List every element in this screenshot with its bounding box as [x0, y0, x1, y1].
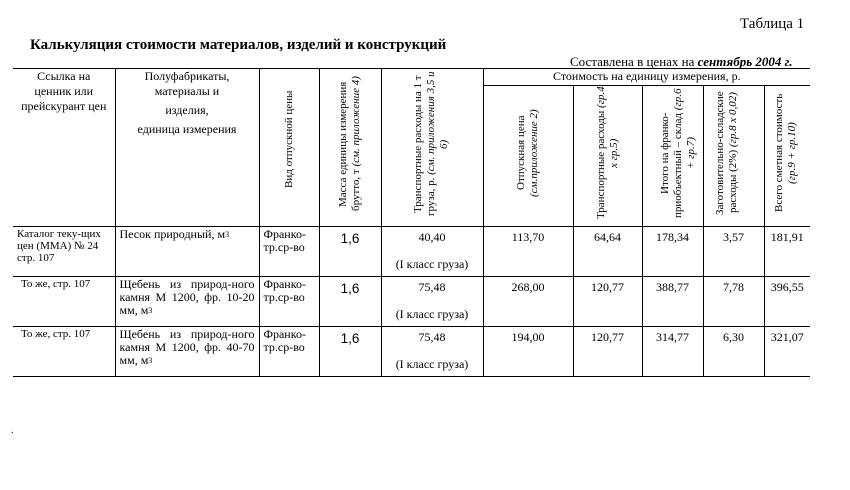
- cell-mass: 1,6: [319, 277, 381, 327]
- cell-estimate: 181,91: [764, 227, 810, 277]
- cell-link: То же, стр. 107: [13, 277, 115, 327]
- document-title: Калькуляция стоимости материалов, изделий и конструкций: [30, 37, 447, 53]
- cell-estimate: 321,07: [764, 327, 810, 377]
- cell-total-site: 388,77: [642, 277, 703, 327]
- cell-estimate: 396,55: [764, 277, 810, 327]
- table-label: Таблица 1: [740, 16, 805, 32]
- cell-material: Щебень из природ-ного камня М 1200, фр. 10-20 мм, $м^3$: [115, 277, 259, 327]
- cell-mass: 1,6: [319, 227, 381, 277]
- table-row: [13, 227, 810, 277]
- cell-storage: 3,57: [703, 227, 764, 277]
- cell-transport: 40,40 (I класс груза): [381, 227, 483, 277]
- cell-storage: 6,30: [703, 327, 764, 377]
- cell-link: То же, стр. 107: [13, 327, 115, 377]
- cell-total-site: 178,34: [642, 227, 703, 277]
- compiled-prefix: Составлена в ценах на: [570, 54, 695, 69]
- header-storage: Заготовительно-складские расходы (2%) (гр.8 х 0,02): [703, 86, 764, 227]
- header-transport: Транспортные расходы на 1 т груза, р. (см. приложения 3,5 и 6): [381, 69, 483, 227]
- table-row: [13, 277, 810, 327]
- cell-release-price: 113,70: [483, 227, 573, 277]
- table-row: [13, 327, 810, 377]
- cell-link: Каталог теку-щих цен (ММА) № 24 стр. 107: [13, 227, 115, 277]
- cell-price-kind: Франко-тр.ср-во: [259, 327, 319, 377]
- header-materials: Полуфабрикаты, материалы и изделия, единица измерения: [115, 69, 259, 227]
- cell-total-site: 314,77: [642, 327, 703, 377]
- header-total-site: Итого на франко-приобъектный – склад (гр.6 + гр.7): [642, 86, 703, 227]
- cell-storage: 7,78: [703, 277, 764, 327]
- cell-release-price: 194,00: [483, 327, 573, 377]
- cell-material: Песок природный, $м^3$: [115, 227, 259, 277]
- cell-material: Щебень из природ-ного камня М 1200, фр. 40-70 мм, $м^3$: [115, 327, 259, 377]
- cell-transport: 75,48 (I класс груза): [381, 327, 483, 377]
- header-estimate: Всего сметная стоимость (гр.9 + гр.10): [764, 86, 810, 227]
- cell-mass: 1,6: [319, 327, 381, 377]
- header-link: Ссылка на ценник или прейскурант цен: [13, 69, 115, 227]
- header-price-kind: Вид отпускной цены: [259, 69, 319, 227]
- footer-mark: .: [11, 425, 14, 436]
- calculation-table: [13, 68, 810, 377]
- header-mass: Масса единицы измерения брутто, т (см. приложение 4): [319, 69, 381, 227]
- cell-transport-cost: 120,77: [573, 327, 642, 377]
- header-release-price: Отпускная цена (см.приложение 2): [483, 86, 573, 227]
- cell-transport-cost: 64,64: [573, 227, 642, 277]
- header-cost-group: Стоимость на единицу измерения, р.: [483, 69, 810, 86]
- cell-transport-cost: 120,77: [573, 277, 642, 327]
- cell-transport: 75,48 (I класс груза): [381, 277, 483, 327]
- cell-release-price: 268,00: [483, 277, 573, 327]
- cell-price-kind: Франко-тр.ср-во: [259, 277, 319, 327]
- compiled-date: сентябрь 2004 г.: [697, 54, 793, 69]
- cell-price-kind: Франко-тр.ср-во: [259, 227, 319, 277]
- header-transport-cost: Транспортные расходы (гр.4 х гр.5): [573, 86, 642, 227]
